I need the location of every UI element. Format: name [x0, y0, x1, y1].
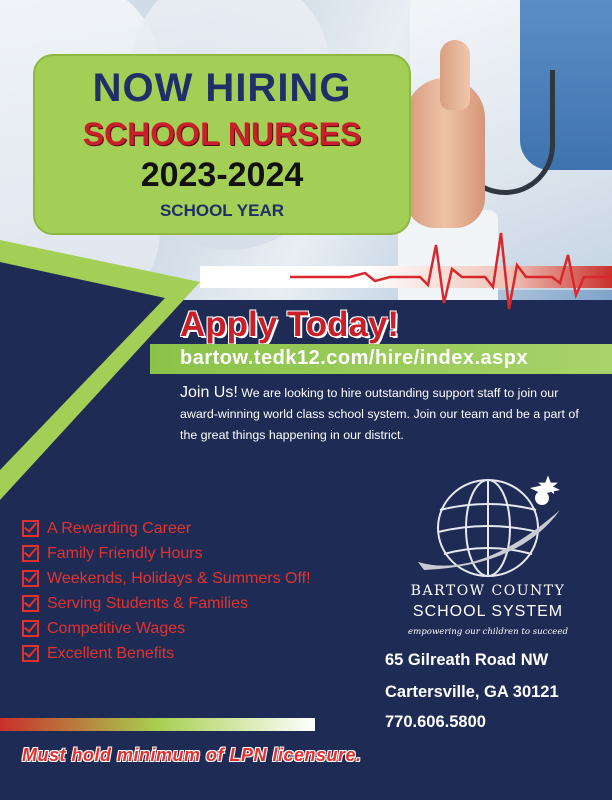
benefit-label: A Rewarding Career [47, 519, 192, 537]
list-item [22, 516, 311, 541]
address-street: 65 Gilreath Road NW [385, 651, 549, 669]
heartbeat-line-icon [290, 225, 612, 315]
apply-today-heading: Apply Today! [180, 305, 400, 344]
checkbox-checked-icon [22, 645, 39, 662]
intro-body: We are looking to hire outstanding support staff to join our award-winning world class school system. Join our team and be a part of the great things happening in our district. [180, 386, 579, 442]
list-item [22, 566, 311, 591]
list-item [22, 641, 311, 666]
phone-number: 770.606.5800 [385, 713, 486, 731]
list-item [22, 591, 311, 616]
join-us-lead: Join Us! [180, 384, 238, 401]
org-tagline: empowering our children to succeed [408, 627, 568, 637]
navy-triangle [0, 262, 165, 470]
checkbox-checked-icon [22, 520, 39, 537]
benefit-label: Weekends, Holidays & Summers Off! [47, 569, 311, 587]
checkbox-checked-icon [22, 620, 39, 637]
school-nurses-title: SCHOOL NURSES [82, 116, 362, 152]
apply-url-link[interactable]: bartow.tedk12.com/hire/index.aspx [180, 347, 529, 369]
now-hiring-title: NOW HIRING [92, 66, 352, 110]
benefit-label: Family Friendly Hours [47, 544, 203, 562]
list-item [22, 616, 311, 641]
school-year-subtitle: SCHOOL YEAR [159, 201, 285, 220]
benefit-label: Competitive Wages [47, 619, 186, 637]
ekg-polyline [290, 233, 612, 309]
checkbox-checked-icon [22, 545, 39, 562]
bottom-gradient-bar [0, 718, 315, 731]
benefit-label: Serving Students & Families [47, 594, 248, 612]
globe-logo-icon [410, 470, 580, 585]
requirement-note: Must hold minimum of LPN licensure. [22, 745, 362, 765]
org-name-line1: BARTOW COUNTY [410, 583, 566, 599]
address-city: Cartersville, GA 30121 [385, 683, 559, 701]
benefit-label: Excellent Benefits [47, 644, 175, 662]
benefits-list [22, 516, 311, 666]
year-title: 2023-2024 [140, 156, 304, 194]
org-name-line2: SCHOOL SYSTEM [412, 603, 564, 620]
list-item [22, 541, 311, 566]
globe-lines [438, 480, 538, 576]
checkbox-checked-icon [22, 595, 39, 612]
intro-paragraph [180, 382, 580, 446]
hiring-banner [33, 54, 411, 235]
checkbox-checked-icon [22, 570, 39, 587]
